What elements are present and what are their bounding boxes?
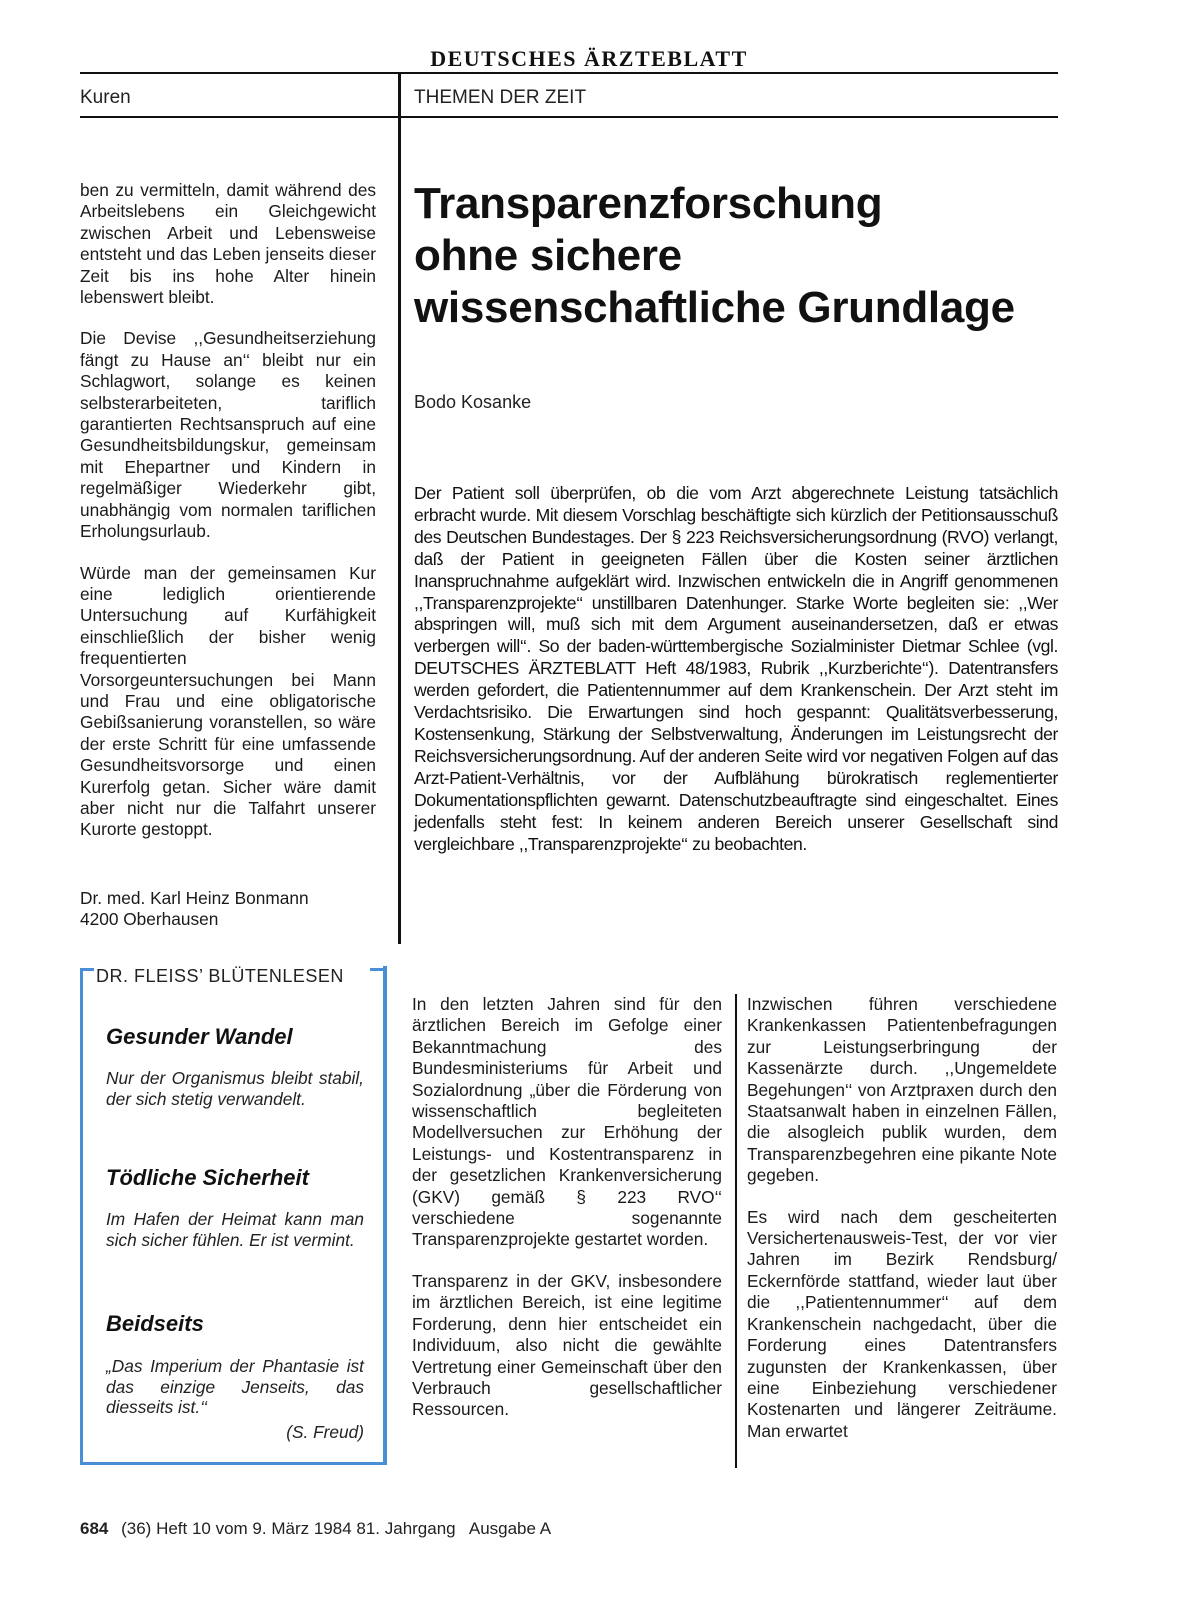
title-line: wissenschaftliche Grundlage bbox=[414, 283, 1015, 332]
footer bbox=[80, 1519, 551, 1539]
box-text: Im Hafen der Heimat kann man sich sicher fühlen. Er ist vermint. bbox=[106, 1209, 364, 1250]
article-title bbox=[414, 178, 1074, 334]
section-right: THEMEN DER ZEIT bbox=[414, 87, 587, 108]
article-paragraph: Transparenz in der GKV, insbesondere im ärztlichen Bereich, ist eine legitime Forderung, denn hier entscheidet ein Individuum, also nicht die gewählte Vertretung einer Gemeinschaft über den Verbrauch gesellschaftlicher Ressourcen. bbox=[412, 1270, 722, 1420]
article-paragraph: In den letzten Jahren sind für den ärztlichen Bereich im Gefolge einer Bekanntmachung des Bundesministeriums für Arbeit und Sozialordnung „über die Förderung von wissenschaftlich begleiteten Modellversuchen zur Erhöhung der Leistungs- und Kostentransparenz in der gesetzlichen Krankenversicherung (GKV) gemäß § 223 RVO‘‘ verschiedene sogenannte Transparenzprojekte gestartet worden. bbox=[412, 994, 722, 1250]
signature bbox=[80, 888, 376, 931]
signature-place: 4200 Oberhausen bbox=[80, 909, 219, 930]
article-lead: Der Patient soll überprüfen, ob die vom Arzt abgerechnete Leistung tatsächlich erbracht wurde. Mit diesem Vorschlag beschäftigte sich kürzlich der Petitionsausschuß des Deutschen Bundestages. Der § 223 Reichsversicherungsordnung (RVO) verlangt, daß der Patient in geeigneten Fällen über die Kosten seiner ärztlichen Inanspruchnahme aufgeklärt wird. Inzwischen entwickeln die in Angriff genommenen ,,Transparenzprojekte‘‘ unstillbaren Datenhunger. Starke Worte begleiten sie: ,,Wer abspringen will, muß sich mit dem Argument auseinandersetzen, daß er etwas verbergen will‘‘. So der baden-württembergische Sozialminister Dietmar Schlee (vgl. DEUTSCHES ÄRZTEBLATT Heft 48/1983, Rubrik ,,Kurzberichte‘‘). Datentransfers werden gefordert, die Patientennummer auf dem Krankenschein. Der Arzt steht im Verdachtsrisiko. Die Erwartungen sind hoch gespannt: Qualitätsverbesserung, Kostensenkung, Stärkung der Selbstverwaltung, Änderungen im Leistungsrecht der Reichsversicherungsordnung. Auf der anderen Seite wird vor negativen Folgen auf das Arzt-Patient-Verhältnis, vor der Aufblähung bürokratisch reglementierter Dokumentationspflichten gewarnt. Datenschutzbeauftragte sind eingeschaltet. Eines jedenfalls steht fest: In keinem anderen Bereich unserer Gesellschaft sind vergleichbare ,,Transparenzprojekte‘‘ zu beobachten. bbox=[414, 483, 1058, 854]
masthead-rule bbox=[80, 72, 1058, 74]
title-line: ohne sichere bbox=[414, 231, 682, 280]
author: Bodo Kosanke bbox=[414, 392, 532, 412]
box-title: DR. FLEISS’ BLÜTENLESEN bbox=[96, 966, 344, 986]
box-corner-top-left bbox=[80, 968, 94, 971]
vertical-divider bbox=[398, 74, 401, 944]
left-paragraph: Die Devise ,,Gesundheitserziehung fängt zu Hause an‘‘ bleibt nur ein Schlagwort, solange es keinen selbsterarbeiteten, tariflich garantierten Rechtsanspruch auf eine Gesundheitsbildungskur, gemeinsam mit Ehepartner und Kindern in regelmäßiger Wiederkehr gibt, unabhängig vom normalen tariflichen Erholungsurlaub. bbox=[80, 328, 376, 542]
left-paragraph: ben zu vermitteln, damit während des Arbeitslebens ein Gleichgewicht zwischen Arbeit und Lebensweise entsteht und das Leben jenseits dieser Zeit bis ins hohe Alter hinein lebenswert bleibt. bbox=[80, 180, 376, 308]
masthead: DEUTSCHES ÄRZTEBLATT bbox=[430, 46, 748, 71]
signature-name: Dr. med. Karl Heinz Bonmann bbox=[80, 888, 309, 908]
box-corner-top-right bbox=[370, 968, 384, 971]
box-heading: Beidseits bbox=[106, 1311, 204, 1336]
box-right-edge bbox=[383, 966, 387, 1465]
column-divider bbox=[735, 994, 737, 1468]
left-column bbox=[80, 180, 376, 841]
box-attribution: (S. Freud) bbox=[286, 1422, 364, 1442]
footer-info: (36) Heft 10 vom 9. März 1984 81. Jahrgang Ausgabe A bbox=[121, 1519, 552, 1538]
title-line: Transparenzforschung bbox=[414, 179, 883, 228]
article-paragraph: Inzwischen führen verschiedene Krankenkassen Patientenbefragungen zur Leistungserbringung der Kassenärzte durch. ,,Ungemeldete Begehungen‘‘ von Arztpraxen durch den Staatsanwalt haben in einzelnen Fällen, die alsogleich publik wurden, dem Transparenzbegehren eine pikante Note gegeben. bbox=[747, 994, 1057, 1186]
article-paragraph: Es wird nach dem gescheiterten Versichertenausweis-Test, der vor vier Jahren im Bezirk Rendsburg/ Eckernförde stattfand, wieder laut über die ,,Patientennummer‘‘ auf dem Krankenschein nachgedacht, über die Forderung eines Datentransfers zugunsten der Krankenkassen, über eine Einbeziehung verschiedener Kostenarten und längerer Zeiträume. Man erwartet bbox=[747, 1206, 1057, 1441]
box-heading: Tödliche Sicherheit bbox=[106, 1165, 309, 1190]
article-column-2 bbox=[747, 994, 1057, 1442]
section-rule bbox=[80, 116, 1058, 118]
article-column-1 bbox=[412, 994, 722, 1421]
section-left: Kuren bbox=[80, 87, 131, 108]
box-heading: Gesunder Wandel bbox=[106, 1024, 293, 1049]
page-number: 684 bbox=[80, 1519, 109, 1538]
left-paragraph: Würde man der gemeinsamen Kur eine lediglich orientierende Untersuchung auf Kurfähigkeit einschließlich der bisher wenig frequentierten Vorsorgeuntersuchungen bei Mann und Frau und eine obligatorische Gebißsanierung voranstellen, so wäre der erste Schritt für eine umfassende Gesundheitsvorsorge und einen Kurerfolg getan. Sicher wäre damit aber nicht nur die Talfahrt unserer Kurorte gestoppt. bbox=[80, 562, 376, 840]
box-text: Nur der Organismus bleibt stabil, der sich stetig verwandelt. bbox=[106, 1068, 364, 1109]
box-text: „Das Imperium der Phantasie ist das einzige Jenseits, das diesseits ist.‘‘ bbox=[106, 1356, 364, 1417]
